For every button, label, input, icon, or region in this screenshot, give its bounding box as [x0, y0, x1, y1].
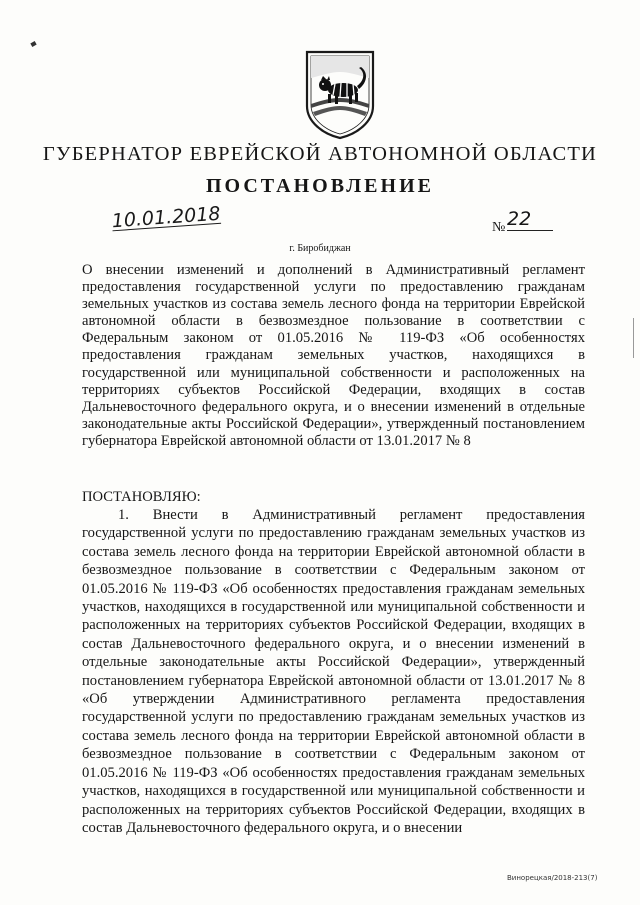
handwritten-number: 22 — [507, 208, 553, 231]
scan-edge-line — [633, 318, 634, 358]
coat-of-arms-icon — [299, 48, 381, 140]
city-label: г. Биробиджан — [289, 243, 351, 254]
number-label: № — [492, 220, 506, 235]
scan-artifact — [30, 41, 36, 47]
body-paragraph-1: 1. Внести в Административный регламент предоставления государственной услуги по предоставлению гражданам земельных участков из состава земель лесного фонда на территории Еврейской автономной области в безвозмездное пользование в соответствии с Федеральным законом от 01.05.2016 № 119-ФЗ «Об особенностях предоставления гражданам земельных участков, находящихся в государственной или муниципальной собственности и расположенных на территориях субъектов Российской Федерации, входящих в состав Дальневосточного федерального округа, и о внесении изменений в отдельные законодательные акты Российской Федерации», утвержденный постановлением губернатора Еврейской автономной области от 13.01.2017 № 8 «Об утверждении Административного регламента предоставления государственной услуги по предоставлению гражданам земельных участков из состава земель лесного фонда на территории Еврейской автономной области в безвозмездное пользование в соответствии с Федеральным законом от 01.05.2016 № 119-ФЗ «Об особенностях предоставления гражданам земельных участков, находящихся в государственной или муниципальной собственности и расположенных на территориях субъектов Российской Федерации, входящих в состав Дальневосточного федерального округа, и о внесении — [82, 507, 585, 836]
document-title: О внесении изменений и дополнений в Административный регламент предоставления государственной услуги по предоставлению гражданам земельных участков из состава земель лесного фонда на территории Еврейской автономной области в безвозмездное пользование в соответствии с Федеральным законом от 01.05.2016 № 119-ФЗ «Об особенностях предоставления гражданам земельных участков, находящихся в государственной или муниципальной собственности и расположенных на территориях субъектов Российской Федерации, входящих в состав Дальневосточного федерального округа, и о внесении изменений в отдельные законодательные акты Российской Федерации», утвержденный постановлением губернатора Еврейской автономной области от 13.01.2017 № 8 — [82, 262, 585, 449]
organization-heading: ГУБЕРНАТОР ЕВРЕЙСКОЙ АВТОНОМНОЙ ОБЛАСТИ — [42, 143, 598, 165]
document-type-heading: ПОСТАНОВЛЕНИЕ — [206, 175, 434, 197]
footer-code: Винорецкая/2018-213(7) — [507, 874, 598, 882]
decree-keyword: ПОСТАНОВЛЯЮ: — [82, 489, 201, 505]
handwritten-date: 10.01.2018 — [111, 202, 222, 233]
